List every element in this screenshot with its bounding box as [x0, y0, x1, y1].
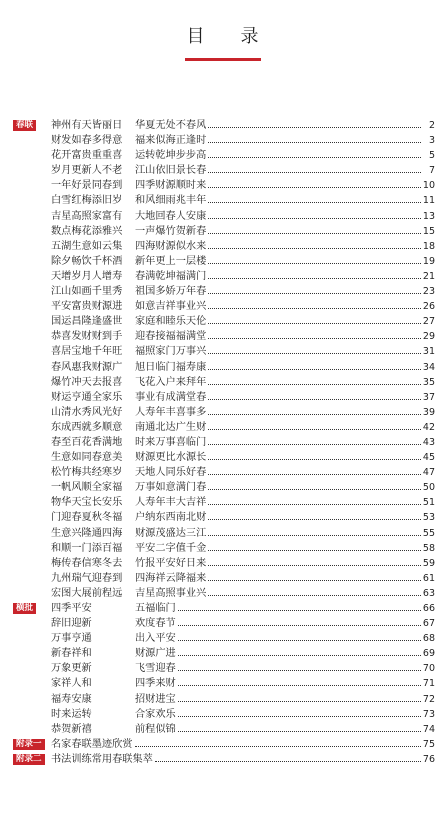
- entry-second-line: 四海财源似水来: [135, 240, 207, 252]
- entry-first-line: 恭喜发财财到手: [51, 331, 123, 343]
- toc-entry[interactable]: [0, 329, 445, 344]
- entry-first-line: 恭贺新禧: [51, 723, 92, 735]
- entry-second-line: 江山依旧景长春: [135, 165, 207, 177]
- entry-first-line: 国运昌隆逢盛世: [51, 316, 123, 328]
- page-number: 26: [422, 301, 435, 313]
- toc-entry[interactable]: [0, 435, 445, 450]
- page-number: 29: [422, 331, 435, 343]
- toc-entry[interactable]: [0, 586, 445, 601]
- dot-leader: [208, 504, 421, 505]
- toc-entry[interactable]: [0, 616, 445, 631]
- dot-leader: [208, 550, 421, 551]
- entry-first-line: 财运亨通全家乐: [51, 391, 123, 403]
- dot-leader: [178, 610, 421, 611]
- toc-entry[interactable]: [0, 646, 445, 661]
- dot-leader: [208, 172, 421, 173]
- entry-first-line: 梅传春信寒冬去: [51, 557, 123, 569]
- entry-first-line: 松竹梅共经寒岁: [51, 467, 123, 479]
- page-number: 21: [422, 270, 435, 282]
- toc-entry[interactable]: [0, 193, 445, 208]
- entry-second-line: 如意吉祥事业兴: [135, 301, 207, 313]
- page-number: 31: [422, 346, 435, 358]
- page-number: 2: [428, 120, 435, 131]
- toc-entry[interactable]: [0, 254, 445, 269]
- dot-leader: [208, 187, 421, 188]
- dot-leader: [178, 685, 421, 686]
- page-number: 73: [422, 708, 435, 720]
- entry-second-line: 四季财源顺时来: [135, 180, 207, 192]
- entry-second-line: 南通北达广生财: [135, 421, 207, 433]
- toc-entry[interactable]: [0, 224, 445, 239]
- dot-leader: [208, 369, 421, 370]
- toc-entry[interactable]: [0, 375, 445, 390]
- entry-second-line: 人寿年丰大吉祥: [135, 497, 207, 509]
- entry-first-line: 江山如画千里秀: [51, 286, 123, 298]
- toc-entry[interactable]: [0, 541, 445, 556]
- dot-leader: [208, 157, 421, 158]
- entry-first-line: 书法训练常用春联集萃: [51, 753, 153, 765]
- page-number: 74: [422, 723, 435, 735]
- dot-leader: [208, 384, 421, 385]
- dot-leader: [208, 399, 421, 400]
- page-number: 42: [422, 421, 435, 433]
- page-number: 27: [422, 316, 435, 328]
- entry-second-line: 户纳东西南北财: [135, 512, 207, 524]
- entry-first-line: 春风惠我财源广: [51, 361, 123, 373]
- entry-first-line: 山清水秀风光好: [51, 406, 123, 418]
- entry-first-line: 爆竹冲天去报喜: [51, 376, 123, 388]
- entry-second-line: 合家欢乐: [135, 708, 176, 720]
- entry-second-line: 出入平安: [135, 633, 176, 645]
- dot-leader: [178, 655, 421, 656]
- dot-leader: [208, 353, 421, 354]
- entry-second-line: 大地回春人安康: [135, 210, 207, 222]
- entry-first-line: 生意如同春意美: [51, 452, 123, 464]
- entry-first-line: 五湖生意如云集: [51, 240, 123, 252]
- page-number: 5: [428, 150, 435, 162]
- entry-second-line: 五福临门: [135, 603, 176, 614]
- dot-leader: [178, 670, 421, 671]
- toc-entry[interactable]: [0, 133, 445, 148]
- toc-entry[interactable]: [0, 239, 445, 254]
- title-char-2: 录: [240, 26, 259, 47]
- page-number: 58: [422, 542, 435, 554]
- page-number: 69: [422, 648, 435, 660]
- page-number: 53: [422, 512, 435, 524]
- dot-leader: [178, 640, 421, 641]
- dot-leader: [208, 474, 421, 475]
- entry-first-line: 物华天宝长安乐: [51, 497, 123, 509]
- page-number: 39: [422, 406, 435, 418]
- table-of-contents: [0, 118, 445, 767]
- dot-leader: [208, 127, 421, 128]
- toc-entry[interactable]: [0, 707, 445, 722]
- entry-second-line: 招财进宝: [135, 693, 176, 705]
- toc-entry[interactable]: [0, 405, 445, 420]
- entry-second-line: 祖国多娇万年春: [135, 286, 207, 298]
- entry-first-line: 宏图大展前程远: [51, 587, 123, 599]
- entry-first-line: 岁月更新人不老: [51, 165, 123, 177]
- entry-first-line: 春至百花香满地: [51, 436, 123, 448]
- entry-second-line: 运转乾坤步步高: [135, 150, 207, 162]
- entry-first-line: 天增岁月人增寿: [51, 270, 123, 282]
- toc-entry[interactable]: [0, 556, 445, 571]
- dot-leader: [178, 701, 421, 702]
- dot-leader: [208, 595, 421, 596]
- page-number: 75: [422, 738, 435, 750]
- dot-leader: [208, 338, 421, 339]
- page-number: 55: [422, 527, 435, 539]
- toc-entry[interactable]: [0, 722, 445, 737]
- entry-second-line: 华夏无处不春风: [135, 120, 207, 131]
- page-number: 45: [422, 452, 435, 464]
- entry-second-line: 新年更上一层楼: [135, 255, 207, 267]
- page-number: 67: [422, 618, 435, 630]
- entry-second-line: 平安二字值千金: [135, 542, 207, 554]
- toc-entry[interactable]: [0, 465, 445, 480]
- page-number: 50: [422, 482, 435, 494]
- entry-second-line: 吉星高照事业兴: [135, 587, 207, 599]
- toc-entry[interactable]: [0, 284, 445, 299]
- entry-first-line: 平安富贵财源进: [51, 301, 123, 313]
- toc-entry[interactable]: [0, 148, 445, 163]
- dot-leader: [155, 761, 421, 762]
- toc-entry[interactable]: [0, 571, 445, 586]
- toc-entry[interactable]: [0, 420, 445, 435]
- entry-second-line: 飞雪迎春: [135, 663, 176, 675]
- toc-entry[interactable]: [0, 737, 445, 752]
- entry-second-line: 时来万事喜临门: [135, 436, 207, 448]
- toc-entry[interactable]: [0, 118, 445, 133]
- dot-leader: [208, 565, 421, 566]
- dot-leader: [208, 248, 421, 249]
- dot-leader: [208, 323, 421, 324]
- section-label: 春联: [13, 120, 36, 131]
- entry-second-line: 竹报平安好日来: [135, 557, 207, 569]
- toc-entry[interactable]: [0, 163, 445, 178]
- entry-first-line: 时来运转: [51, 708, 92, 720]
- page-number: 10: [422, 180, 435, 192]
- toc-entry[interactable]: [0, 209, 445, 224]
- entry-first-line: 生意兴隆通四海: [51, 527, 123, 539]
- entry-second-line: 事业有成满堂春: [135, 391, 207, 403]
- page-number: 15: [422, 225, 435, 237]
- page-number: 13: [422, 210, 435, 222]
- page-number: 37: [422, 391, 435, 403]
- entry-second-line: 前程似锦: [135, 723, 176, 735]
- dot-leader: [208, 233, 421, 234]
- toc-entry[interactable]: [0, 450, 445, 465]
- entry-second-line: 一声爆竹贺新春: [135, 225, 207, 237]
- page-number: 51: [422, 497, 435, 509]
- page-number: 34: [422, 361, 435, 373]
- dot-leader: [208, 308, 421, 309]
- page-number: 18: [422, 240, 435, 252]
- page-number: 76: [422, 753, 435, 765]
- toc-entry[interactable]: [0, 360, 445, 375]
- entry-second-line: 万事如意满门春: [135, 482, 207, 494]
- section-label: 附录一: [13, 739, 45, 750]
- dot-leader: [178, 625, 421, 626]
- toc-entry[interactable]: [0, 601, 445, 616]
- page-title: [0, 22, 445, 48]
- dot-leader: [208, 278, 421, 279]
- entry-first-line: 神州有天皆丽日: [51, 120, 123, 131]
- entry-first-line: 家祥人和: [51, 678, 92, 690]
- entry-second-line: 家庭和睦乐天伦: [135, 316, 207, 328]
- entry-first-line: 福寿安康: [51, 693, 92, 705]
- entry-first-line: 喜居宝地千年旺: [51, 346, 123, 358]
- entry-second-line: 四季来财: [135, 678, 176, 690]
- dot-leader: [208, 142, 421, 143]
- entry-second-line: 迎春接福福满堂: [135, 331, 207, 343]
- toc-entry[interactable]: [0, 314, 445, 329]
- entry-second-line: 财源茂盛达三江: [135, 527, 207, 539]
- toc-entry[interactable]: [0, 269, 445, 284]
- entry-first-line: 九州瑞气迎春到: [51, 572, 123, 584]
- entry-first-line: 除夕畅饮千杯酒: [51, 255, 123, 267]
- entry-second-line: 欢度春节: [135, 618, 176, 630]
- entry-first-line: 万事亨通: [51, 633, 92, 645]
- entry-first-line: 东成西就多顺意: [51, 421, 123, 433]
- dot-leader: [208, 293, 421, 294]
- entry-second-line: 财源更比水源长: [135, 452, 207, 464]
- title-char-1: 目: [186, 26, 205, 47]
- dot-leader: [208, 414, 421, 415]
- toc-entry[interactable]: [0, 752, 445, 767]
- toc-entry[interactable]: [0, 344, 445, 359]
- toc-entry[interactable]: [0, 692, 445, 707]
- entry-second-line: 春满乾坤福满门: [135, 270, 207, 282]
- page-number: 71: [422, 678, 435, 690]
- dot-leader: [178, 716, 421, 717]
- toc-entry[interactable]: [0, 178, 445, 193]
- page-number: 61: [422, 572, 435, 584]
- page-number: 66: [422, 603, 435, 614]
- dot-leader: [208, 444, 421, 445]
- page-number: 35: [422, 376, 435, 388]
- entry-first-line: 新春祥和: [51, 648, 92, 660]
- entry-first-line: 一年好景同春到: [51, 180, 123, 192]
- entry-first-line: 数点梅花添雅兴: [51, 225, 123, 237]
- dot-leader: [178, 731, 421, 732]
- dot-leader: [208, 218, 421, 219]
- entry-first-line: 门迎春夏秋冬福: [51, 512, 123, 524]
- title-underline: [185, 58, 261, 61]
- entry-first-line: 四季平安: [51, 603, 92, 614]
- toc-entry[interactable]: [0, 661, 445, 676]
- page-number: 19: [422, 255, 435, 267]
- toc-entry[interactable]: [0, 631, 445, 646]
- dot-leader: [208, 429, 421, 430]
- dot-leader: [208, 489, 421, 490]
- page-number: 23: [422, 286, 435, 298]
- entry-second-line: 福照家门万事兴: [135, 346, 207, 358]
- page-number: 3: [428, 135, 435, 147]
- toc-entry[interactable]: [0, 526, 445, 541]
- toc-entry[interactable]: [0, 495, 445, 510]
- entry-first-line: 名家春联墨迹欣赏: [51, 738, 133, 750]
- page-number: 11: [422, 195, 435, 207]
- page-number: 70: [422, 663, 435, 675]
- entry-second-line: 天地人同乐好春: [135, 467, 207, 479]
- toc-entry[interactable]: [0, 676, 445, 691]
- page-number: 7: [428, 165, 435, 177]
- dot-leader: [135, 746, 421, 747]
- entry-second-line: 和风细雨兆丰年: [135, 195, 207, 207]
- entry-first-line: 一帆风顺全家福: [51, 482, 123, 494]
- toc-entry[interactable]: [0, 390, 445, 405]
- dot-leader: [208, 263, 421, 264]
- entry-first-line: 万象更新: [51, 663, 92, 675]
- dot-leader: [208, 519, 421, 520]
- dot-leader: [208, 580, 421, 581]
- entry-second-line: 财源广进: [135, 648, 176, 660]
- page-number: 59: [422, 557, 435, 569]
- toc-entry[interactable]: [0, 480, 445, 495]
- entry-second-line: 飞花入户来拜年: [135, 376, 207, 388]
- page-number: 63: [422, 587, 435, 599]
- entry-first-line: 辞旧迎新: [51, 618, 92, 630]
- dot-leader: [208, 535, 421, 536]
- section-label: 横批: [13, 603, 36, 614]
- dot-leader: [208, 459, 421, 460]
- entry-second-line: 旭日临门福寿康: [135, 361, 207, 373]
- page-number: 72: [422, 693, 435, 705]
- section-label: 附录二: [13, 754, 45, 765]
- entry-first-line: 财发如春多得意: [51, 135, 123, 147]
- toc-entry[interactable]: [0, 510, 445, 525]
- page-number: 68: [422, 633, 435, 645]
- entry-first-line: 白雪红梅添旧岁: [51, 195, 123, 207]
- toc-entry[interactable]: [0, 299, 445, 314]
- dot-leader: [208, 202, 421, 203]
- entry-second-line: 四海祥云降福来: [135, 572, 207, 584]
- entry-first-line: 和顺一门添百福: [51, 542, 123, 554]
- entry-second-line: 人寿年丰喜事多: [135, 406, 207, 418]
- entry-first-line: 吉星高照家富有: [51, 210, 123, 222]
- page-number: 47: [422, 467, 435, 479]
- entry-first-line: 花开富贵重重喜: [51, 150, 123, 162]
- page-number: 43: [422, 436, 435, 448]
- entry-second-line: 福来似海正逢时: [135, 135, 207, 147]
